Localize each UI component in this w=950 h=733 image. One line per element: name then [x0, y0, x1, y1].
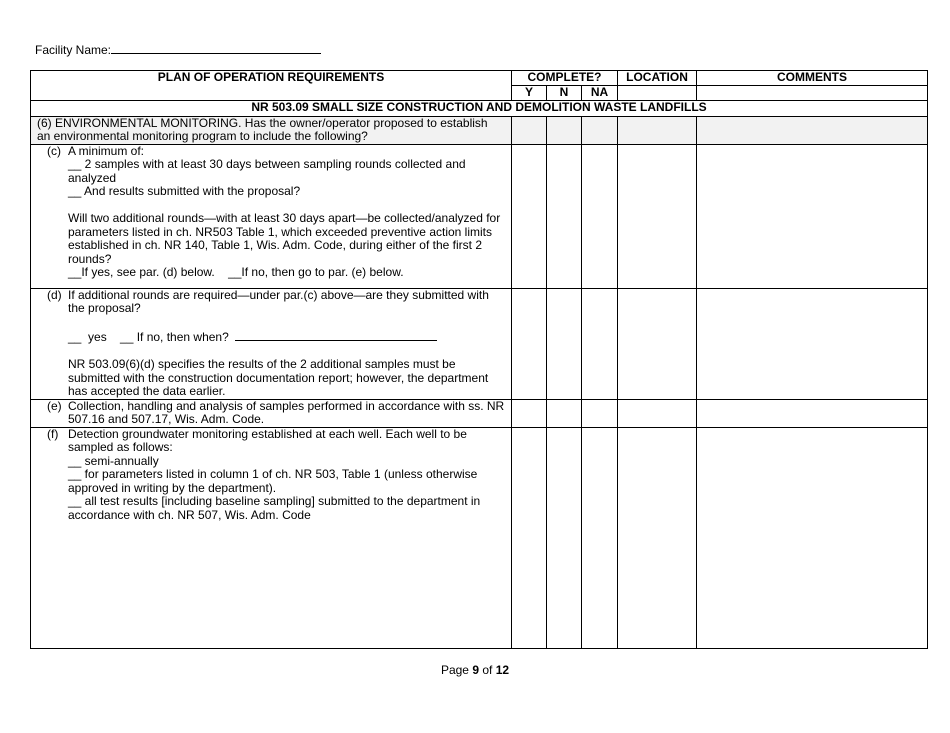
cell-location[interactable] — [618, 399, 697, 427]
page-footer — [0, 663, 950, 677]
header-comments: COMMENTS — [697, 71, 928, 86]
facility-name-blank[interactable] — [111, 42, 321, 54]
item-text: __ 2 samples with at least 30 days between sampling rounds collected and — [68, 157, 466, 171]
header-complete: COMPLETE? — [512, 71, 618, 86]
requirements-table — [30, 70, 928, 649]
cell-comments[interactable] — [697, 144, 928, 288]
item-text: A minimum of: — [68, 144, 145, 158]
item-text: __ all test results [including baseline sampling] submitted to the department in — [68, 494, 481, 508]
intro-text — [31, 116, 512, 144]
cell-n[interactable] — [547, 144, 582, 288]
item-f — [31, 427, 512, 648]
item-text: the proposal? — [68, 301, 141, 315]
page-prefix: Page — [440, 663, 469, 677]
item-c — [31, 144, 512, 288]
cell-y[interactable] — [512, 144, 547, 288]
header-requirements: PLAN OF OPERATION REQUIREMENTS — [31, 71, 512, 101]
item-text: 507.16 and 507.17, Wis. Adm. Code. — [68, 412, 265, 426]
item-text: analyzed — [68, 170, 117, 185]
cell-na[interactable] — [582, 116, 618, 144]
item-label: (d) — [47, 288, 62, 302]
table-row — [31, 116, 928, 144]
header-comments-blank — [697, 86, 928, 101]
table-row — [31, 288, 928, 399]
cell-location[interactable] — [618, 116, 697, 144]
item-text: Collection, handling and analysis of samples performed in accordance with ss. NR — [68, 399, 505, 413]
page-total: 12 — [495, 663, 510, 677]
item-label: (f) — [47, 427, 59, 441]
item-text: NR 503.09(6)(d) specifies the results of the 2 additional samples must be — [68, 357, 456, 371]
cell-n[interactable] — [547, 399, 582, 427]
cell-na[interactable] — [582, 144, 618, 288]
section-row — [31, 100, 928, 116]
cell-location[interactable] — [618, 144, 697, 288]
page-of: of — [482, 663, 493, 677]
cell-location[interactable] — [618, 427, 697, 648]
item-text: has accepted the data earlier. — [68, 384, 226, 398]
item-e — [31, 399, 512, 427]
header-location-blank — [618, 86, 697, 101]
item-d-choices: __ yes __ If no, then when? — [68, 330, 229, 344]
cell-y[interactable] — [512, 288, 547, 399]
facility-name-field — [35, 42, 321, 57]
cell-na[interactable] — [582, 288, 618, 399]
item-text: If additional rounds are required—under par.(c) above—are they submitted with — [68, 288, 489, 302]
intro-line: an environmental monitoring program to include the following? — [37, 129, 368, 143]
item-label: (c) — [47, 144, 61, 158]
item-text: __ And results submitted with the proposal? — [68, 184, 301, 198]
table-row — [31, 399, 928, 427]
cell-comments[interactable] — [697, 427, 928, 648]
item-d — [31, 288, 512, 399]
item-text: Detection groundwater monitoring established at each well. Each well to be — [68, 427, 467, 441]
cell-location[interactable] — [618, 288, 697, 399]
cell-comments[interactable] — [697, 288, 928, 399]
item-text: __ semi-annually — [68, 453, 159, 468]
table-row — [31, 144, 928, 288]
header-location: LOCATION — [618, 71, 697, 86]
item-text: approved in writing by the department). — [68, 480, 277, 495]
cell-n[interactable] — [547, 288, 582, 399]
cell-n[interactable] — [547, 116, 582, 144]
header-y: Y — [512, 86, 547, 101]
item-text: rounds? — [68, 251, 112, 266]
cell-comments[interactable] — [697, 399, 928, 427]
table-row — [31, 427, 928, 648]
header-n: N — [547, 86, 582, 101]
item-text: Will two additional rounds—with at least 30 days apart—be collected/analyzed for — [68, 211, 501, 225]
cell-na[interactable] — [582, 427, 618, 648]
intro-line: (6) ENVIRONMENTAL MONITORING. Has the owner/operator proposed to establish — [37, 116, 488, 130]
item-text: accordance with ch. NR 507, Wis. Adm. Code — [68, 507, 311, 522]
item-text: submitted with the construction documentation report; however, the department — [68, 370, 489, 385]
cell-n[interactable] — [547, 427, 582, 648]
item-text — [68, 329, 505, 345]
item-text: __If yes, see par. (d) below. __If no, then go to par. (e) below. — [68, 265, 404, 279]
section-title: NR 503.09 SMALL SIZE CONSTRUCTION AND DEMOLITION WASTE LANDFILLS — [31, 100, 928, 116]
page-number: 9 — [472, 663, 479, 677]
cell-comments[interactable] — [697, 116, 928, 144]
cell-y[interactable] — [512, 427, 547, 648]
item-text: __ for parameters listed in column 1 of ch. NR 503, Table 1 (unless otherwise — [68, 467, 478, 481]
item-text: parameters listed in ch. NR503 Table 1, which exceeded preventive action limits — [68, 224, 492, 239]
cell-y[interactable] — [512, 116, 547, 144]
item-text: established in ch. NR 140, Table 1, Wis. Adm. Code, during either of the first 2 — [68, 238, 482, 252]
facility-name-label: Facility Name: — [35, 43, 112, 57]
when-blank[interactable] — [235, 329, 437, 341]
header-row — [31, 71, 928, 86]
cell-na[interactable] — [582, 399, 618, 427]
item-label: (e) — [47, 399, 62, 413]
cell-y[interactable] — [512, 399, 547, 427]
item-text: sampled as follows: — [68, 440, 173, 454]
header-na: NA — [582, 86, 618, 101]
